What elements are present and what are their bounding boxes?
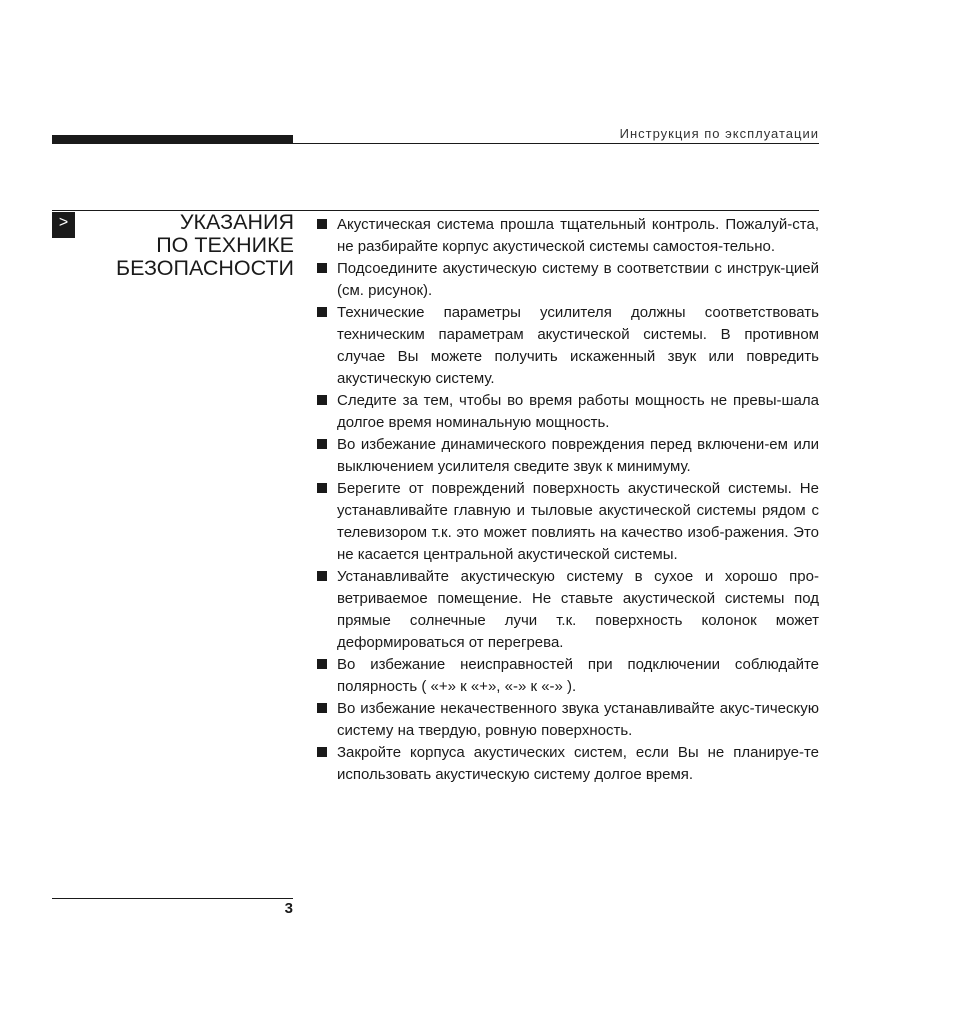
list-item (316, 742, 819, 786)
list-item-text: Акустическая система прошла тщательный контроль. Пожалуй-ста, не разбирайте корпус акустической системы самостоя-тельно. (337, 216, 819, 255)
square-bullet-icon (317, 483, 327, 493)
list-item-text: Следите за тем, чтобы во время работы мощность не превы-шала долгое время номинальную мощность. (337, 392, 819, 431)
list-item-text: Технические параметры усилителя должны соответствовать техническим параметрам акустической системы. В противном случае Вы можете получить искаженный звук или повредить акустическую систему. (337, 304, 819, 387)
list-item (316, 478, 819, 566)
list-item-text: Закройте корпуса акустических систем, если Вы не планируе-те использовать акустическую систему долгое время. (337, 744, 819, 783)
list-item (316, 654, 819, 698)
running-title: Инструкция по эксплуатации (619, 126, 819, 141)
square-bullet-icon (317, 395, 327, 405)
square-bullet-icon (317, 747, 327, 757)
section-title-line: ПО ТЕХНИКЕ (156, 233, 294, 257)
square-bullet-icon (317, 571, 327, 581)
list-item-text: Подсоедините акустическую систему в соответствии с инструк-цией (см. рисунок). (337, 260, 819, 299)
safety-instructions-list (316, 214, 819, 786)
section-title-line: УКАЗАНИЯ (179, 210, 294, 234)
list-item-text: Устанавливайте акустическую систему в сухое и хорошо про-ветриваемое помещение. Не ставьте акустической системы под прямые солнечные лучи т.к. поверхность колонок может деформироваться от перегрева. (337, 568, 819, 651)
section-title (116, 211, 294, 280)
square-bullet-icon (317, 307, 327, 317)
page-number: 3 (284, 900, 293, 917)
header-rule-thin (293, 143, 819, 144)
footer-rule (52, 898, 293, 899)
section-title-line: БЕЗОПАСНОСТИ (116, 256, 294, 280)
square-bullet-icon (317, 219, 327, 229)
list-item-text: Берегите от повреждений поверхность акустической системы. Не устанавливайте главную и тыловые акустической системы рядом с телевизором т.к. это может повлиять на качество изоб-ражения. Это не касается центральной акустической системы. (337, 480, 819, 563)
list-item-text: Во избежание неисправностей при подключении соблюдайте полярность ( «+» к «+», «-» к «-» ). (337, 656, 819, 695)
list-item-text: Во избежание динамического повреждения перед включени-ем или выключением усилителя сведите звук к минимуму. (337, 436, 819, 475)
list-item (316, 390, 819, 434)
list-item-text: Во избежание некачественного звука устанавливайте акус-тическую систему на твердую, ровную поверхность. (337, 700, 819, 739)
square-bullet-icon (317, 659, 327, 669)
header-rule-thick (52, 135, 293, 144)
list-item (316, 258, 819, 302)
list-item (316, 302, 819, 390)
square-bullet-icon (317, 263, 327, 273)
list-item (316, 566, 819, 654)
list-item (316, 698, 819, 742)
square-bullet-icon (317, 703, 327, 713)
square-bullet-icon (317, 439, 327, 449)
list-item (316, 434, 819, 478)
list-item (316, 214, 819, 258)
section-marker-icon: > (52, 212, 75, 238)
